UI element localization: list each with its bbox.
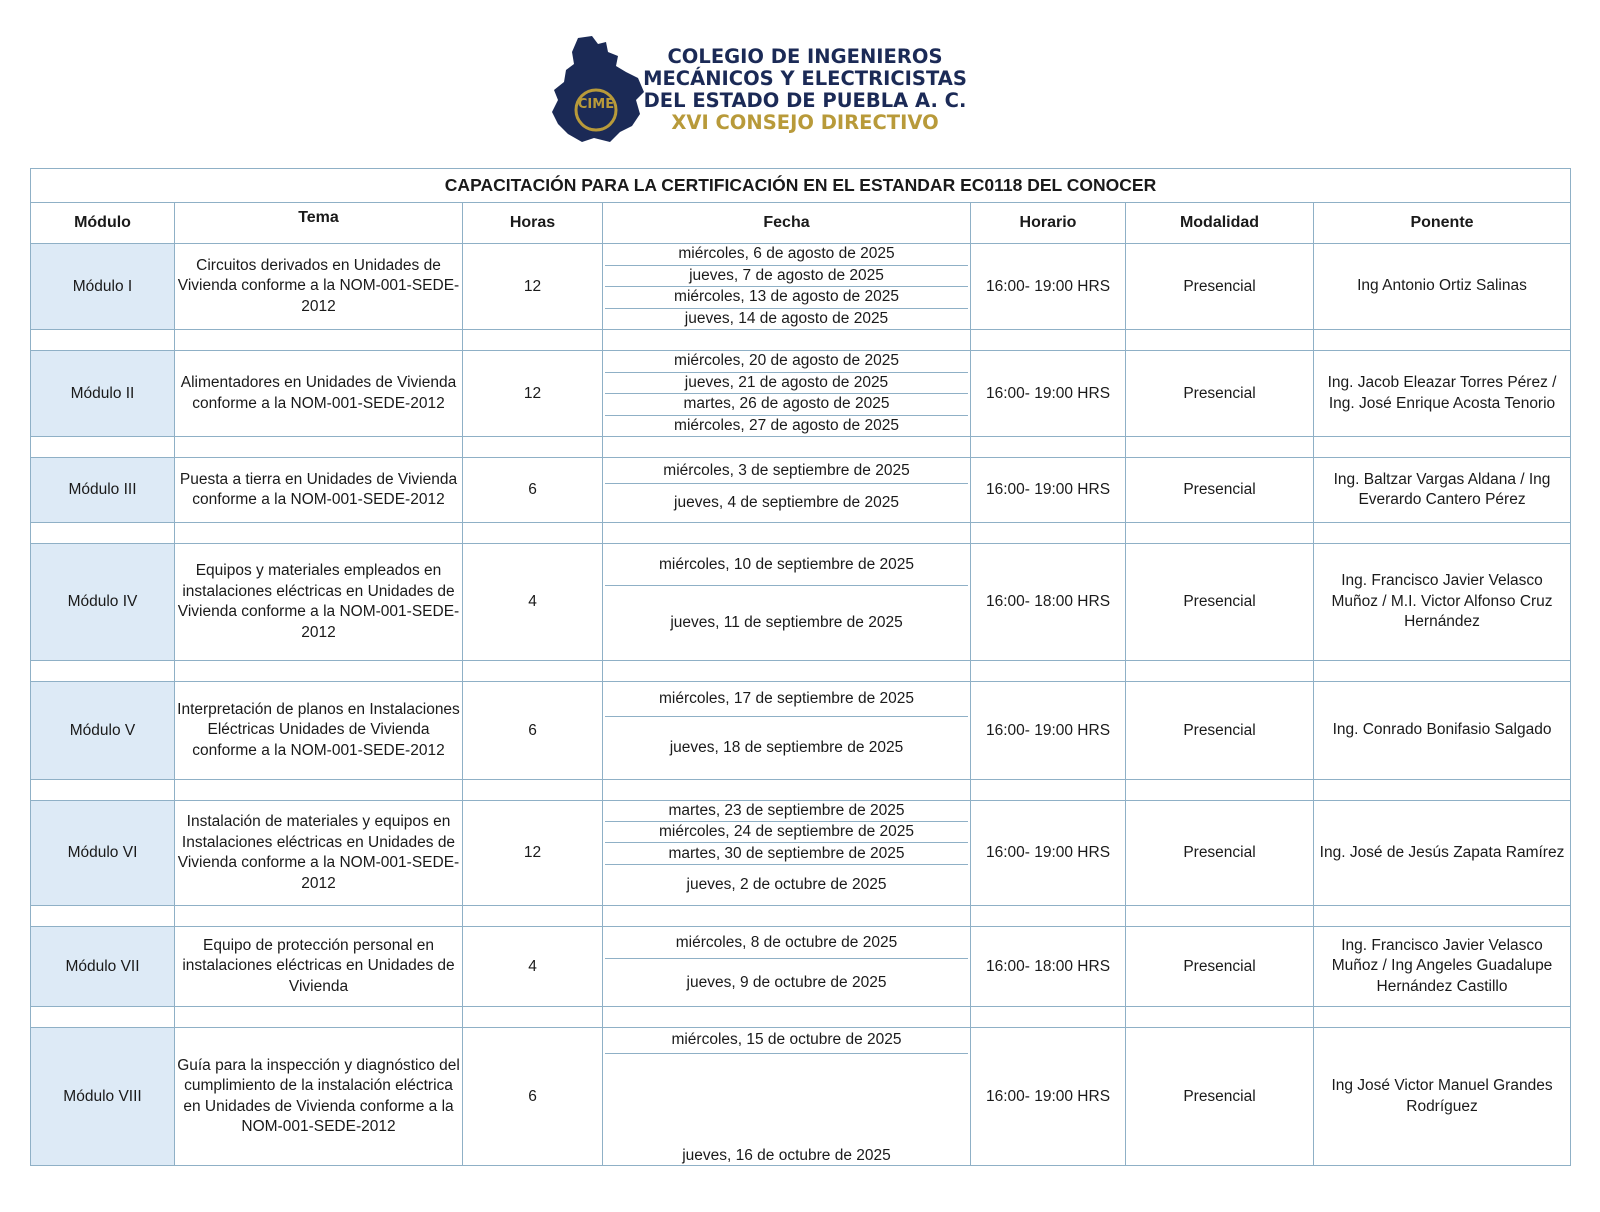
spacer-row [31, 780, 1571, 801]
ponente-cell: Ing Antonio Ortiz Salinas [1314, 244, 1571, 330]
spacer-cell [1126, 437, 1314, 458]
spacer-cell [603, 330, 971, 351]
spacer-row [31, 906, 1571, 927]
modalidad-cell: Presencial [1126, 458, 1314, 523]
logo-text: CIME [577, 97, 615, 112]
fecha-item: miércoles, 13 de agosto de 2025 [605, 287, 968, 309]
modulo-cell: Módulo VIII [31, 1028, 175, 1166]
horas-cell: 12 [463, 351, 603, 437]
spacer-cell [175, 780, 463, 801]
fecha-item: jueves, 9 de octubre de 2025 [686, 973, 887, 991]
tema-cell: Equipos y materiales empleados en instalaciones eléctricas en Unidades de Vivienda conforme a la NOM-001-SEDE-2012 [175, 544, 463, 661]
horas-cell: 12 [463, 801, 603, 906]
column-header-tema: Tema [175, 203, 463, 244]
spacer-cell [175, 1007, 463, 1028]
org-line-3: DEL ESTADO DE PUEBLA A. C. [643, 89, 967, 112]
consejo-line: XVI CONSEJO DIRECTIVO [671, 111, 939, 134]
spacer-cell [175, 906, 463, 927]
ponente-cell: Ing. Baltzar Vargas Aldana / Ing Everardo Cantero Pérez [1314, 458, 1571, 523]
spacer-cell [971, 523, 1126, 544]
spacer-cell [31, 1007, 175, 1028]
tema-cell: Circuitos derivados en Unidades de Vivienda conforme a la NOM-001-SEDE-2012 [175, 244, 463, 330]
fecha-item: miércoles, 20 de agosto de 2025 [605, 351, 968, 373]
spacer-cell [463, 780, 603, 801]
column-header-modalidad: Modalidad [1126, 203, 1314, 244]
fecha-item: jueves, 4 de septiembre de 2025 [674, 494, 899, 512]
tema-cell: Instalación de materiales y equipos en Instalaciones eléctricas en Unidades de Vivienda conforme a la NOM-001-SEDE-2012 [175, 801, 463, 906]
fecha-item: miércoles, 10 de septiembre de 2025 [605, 544, 968, 586]
org-line-2: MECÁNICOS Y ELECTRICISTAS [643, 67, 967, 90]
horas-cell: 6 [463, 1028, 603, 1166]
column-header-horario: Horario [971, 203, 1126, 244]
fecha-item: jueves, 2 de octubre de 2025 [686, 875, 887, 893]
cime-logo-icon [548, 34, 648, 146]
ponente-cell: Ing. Francisco Javier Velasco Muñoz / M.I. Victor Alfonso Cruz Hernández [1314, 544, 1571, 661]
modulo-cell: Módulo IV [31, 544, 175, 661]
fecha-cell [603, 801, 971, 906]
column-header-ponente: Ponente [1314, 203, 1571, 244]
spacer-cell [1314, 437, 1571, 458]
tema-cell: Guía para la inspección y diagnóstico del cumplimiento de la instalación eléctrica en Unidades de Vivienda conforme a la NOM-001-SEDE-2012 [175, 1028, 463, 1166]
ponente-cell: Ing. José de Jesús Zapata Ramírez [1314, 801, 1571, 906]
fecha-cell [603, 244, 971, 330]
horario-cell: 16:00- 19:00 HRS [971, 1028, 1126, 1166]
horas-cell: 6 [463, 682, 603, 780]
ponente-cell: Ing José Victor Manuel Grandes Rodríguez [1314, 1028, 1571, 1166]
tema-cell: Puesta a tierra en Unidades de Vivienda conforme a la NOM-001-SEDE-2012 [175, 458, 463, 523]
column-header-horas: Horas [463, 203, 603, 244]
table-row [31, 1028, 1571, 1166]
horas-cell: 12 [463, 244, 603, 330]
modalidad-cell: Presencial [1126, 682, 1314, 780]
table-row [31, 544, 1571, 661]
organization-name [642, 46, 968, 134]
fecha-cell [603, 682, 971, 780]
horario-cell: 16:00- 19:00 HRS [971, 351, 1126, 437]
horario-cell: 16:00- 19:00 HRS [971, 458, 1126, 523]
fecha-item: jueves, 7 de agosto de 2025 [605, 266, 968, 288]
fecha-cell [603, 458, 971, 523]
spacer-row [31, 523, 1571, 544]
fecha-item: miércoles, 15 de octubre de 2025 [605, 1028, 968, 1054]
spacer-cell [971, 1007, 1126, 1028]
table-body [31, 244, 1571, 1166]
fecha-cell [603, 351, 971, 437]
horas-cell: 4 [463, 544, 603, 661]
letterhead [548, 34, 968, 144]
modalidad-cell: Presencial [1126, 801, 1314, 906]
spacer-cell [31, 661, 175, 682]
modulo-cell: Módulo VI [31, 801, 175, 906]
tema-cell: Equipo de protección personal en instalaciones eléctricas en Unidades de Vivienda [175, 927, 463, 1007]
table-title: CAPACITACIÓN PARA LA CERTIFICACIÓN EN EL ESTANDAR EC0118 DEL CONOCER [31, 169, 1571, 203]
spacer-cell [463, 437, 603, 458]
table-row [31, 244, 1571, 330]
horario-cell: 16:00- 19:00 HRS [971, 801, 1126, 906]
spacer-cell [1126, 330, 1314, 351]
spacer-cell [603, 906, 971, 927]
modulo-cell: Módulo VII [31, 927, 175, 1007]
tema-cell: Interpretación de planos en Instalaciones Eléctricas Unidades de Vivienda conforme a la NOM-001-SEDE-2012 [175, 682, 463, 780]
table-row [31, 682, 1571, 780]
horario-cell: 16:00- 18:00 HRS [971, 544, 1126, 661]
column-header-modulo: Módulo [31, 203, 175, 244]
table-row [31, 351, 1571, 437]
spacer-cell [463, 661, 603, 682]
spacer-cell [1314, 780, 1571, 801]
spacer-cell [463, 1007, 603, 1028]
spacer-cell [175, 523, 463, 544]
spacer-cell [31, 523, 175, 544]
modalidad-cell: Presencial [1126, 351, 1314, 437]
fecha-cell [603, 544, 971, 661]
fecha-item: martes, 23 de septiembre de 2025 [605, 801, 968, 822]
fecha-item: jueves, 21 de agosto de 2025 [605, 373, 968, 395]
fecha-item: jueves, 14 de agosto de 2025 [684, 309, 889, 327]
ponente-cell: Ing. Francisco Javier Velasco Muñoz / Ing Angeles Guadalupe Hernández Castillo [1314, 927, 1571, 1007]
ponente-cell: Ing. Jacob Eleazar Torres Pérez / Ing. José Enrique Acosta Tenorio [1314, 351, 1571, 437]
table-title-row [31, 169, 1571, 203]
spacer-cell [1314, 330, 1571, 351]
fecha-item: jueves, 16 de octubre de 2025 [682, 1147, 891, 1164]
spacer-cell [971, 906, 1126, 927]
fecha-item: miércoles, 27 de agosto de 2025 [674, 416, 899, 434]
fecha-item: martes, 30 de septiembre de 2025 [605, 843, 968, 864]
table-row [31, 927, 1571, 1007]
table-row [31, 801, 1571, 906]
spacer-cell [1126, 523, 1314, 544]
fecha-cell [603, 1028, 971, 1166]
ponente-cell: Ing. Conrado Bonifasio Salgado [1314, 682, 1571, 780]
spacer-cell [1126, 906, 1314, 927]
fecha-item: miércoles, 3 de septiembre de 2025 [605, 458, 968, 484]
modulo-cell: Módulo V [31, 682, 175, 780]
spacer-cell [1314, 661, 1571, 682]
spacer-cell [31, 330, 175, 351]
spacer-row [31, 1007, 1571, 1028]
fecha-item: miércoles, 6 de agosto de 2025 [605, 244, 968, 266]
fecha-item: miércoles, 24 de septiembre de 2025 [605, 822, 968, 843]
fecha-item: jueves, 18 de septiembre de 2025 [669, 739, 904, 757]
horario-cell: 16:00- 18:00 HRS [971, 927, 1126, 1007]
schedule-table [30, 168, 1571, 1166]
spacer-cell [603, 437, 971, 458]
modalidad-cell: Presencial [1126, 244, 1314, 330]
column-header-fecha: Fecha [603, 203, 971, 244]
spacer-cell [603, 661, 971, 682]
fecha-item: miércoles, 17 de septiembre de 2025 [605, 682, 968, 717]
horario-cell: 16:00- 19:00 HRS [971, 244, 1126, 330]
horas-cell: 4 [463, 927, 603, 1007]
spacer-row [31, 661, 1571, 682]
modulo-cell: Módulo I [31, 244, 175, 330]
spacer-cell [31, 437, 175, 458]
spacer-cell [1314, 523, 1571, 544]
spacer-cell [971, 330, 1126, 351]
table-header-row [31, 203, 1571, 244]
spacer-cell [175, 437, 463, 458]
org-line-1: COLEGIO DE INGENIEROS [667, 45, 943, 68]
spacer-cell [971, 661, 1126, 682]
table-row [31, 458, 1571, 523]
modalidad-cell: Presencial [1126, 927, 1314, 1007]
fecha-item: miércoles, 8 de octubre de 2025 [605, 927, 968, 959]
spacer-cell [463, 330, 603, 351]
fecha-cell [603, 927, 971, 1007]
spacer-cell [603, 523, 971, 544]
spacer-cell [463, 906, 603, 927]
spacer-cell [971, 780, 1126, 801]
spacer-cell [463, 523, 603, 544]
spacer-cell [603, 1007, 971, 1028]
modalidad-cell: Presencial [1126, 544, 1314, 661]
spacer-cell [1314, 906, 1571, 927]
spacer-row [31, 330, 1571, 351]
modalidad-cell: Presencial [1126, 1028, 1314, 1166]
spacer-cell [1126, 780, 1314, 801]
spacer-cell [1314, 1007, 1571, 1028]
modulo-cell: Módulo II [31, 351, 175, 437]
spacer-cell [31, 906, 175, 927]
spacer-cell [1126, 1007, 1314, 1028]
spacer-cell [603, 780, 971, 801]
horas-cell: 6 [463, 458, 603, 523]
horario-cell: 16:00- 19:00 HRS [971, 682, 1126, 780]
tema-cell: Alimentadores en Unidades de Vivienda conforme a la NOM-001-SEDE-2012 [175, 351, 463, 437]
modulo-cell: Módulo III [31, 458, 175, 523]
spacer-cell [971, 437, 1126, 458]
spacer-cell [31, 780, 175, 801]
spacer-row [31, 437, 1571, 458]
spacer-cell [175, 330, 463, 351]
spacer-cell [175, 661, 463, 682]
spacer-cell [1126, 661, 1314, 682]
fecha-item: martes, 26 de agosto de 2025 [605, 394, 968, 416]
fecha-item: jueves, 11 de septiembre de 2025 [670, 614, 903, 632]
